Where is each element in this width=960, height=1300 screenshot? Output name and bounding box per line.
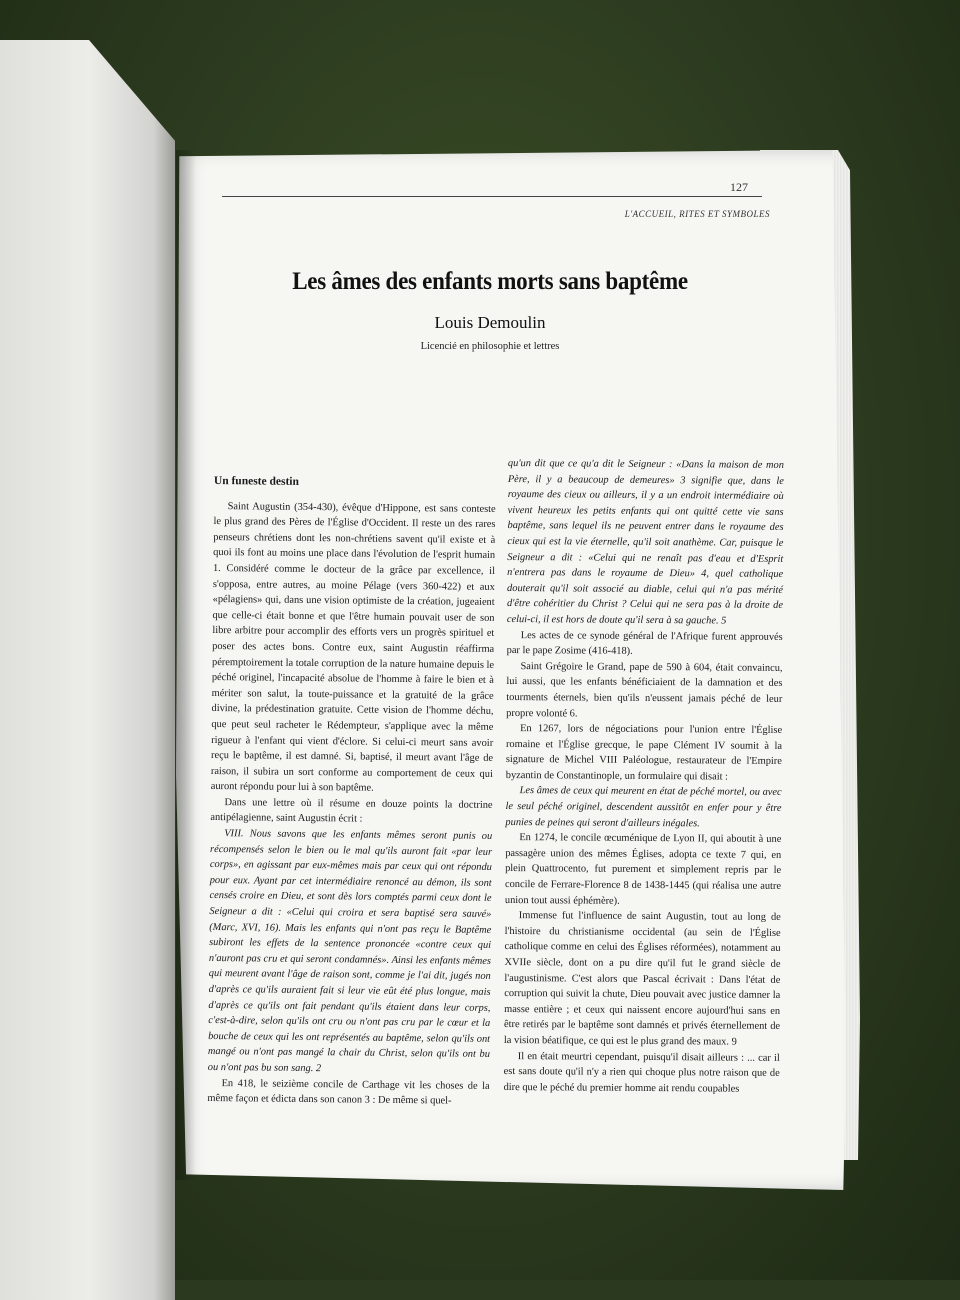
page-number: 127	[730, 180, 748, 194]
paragraph: Saint Grégoire le Grand, pape de 590 à 604, était convaincu, lui aussi, que les enfants bénéficiaient de la damnation et des tourments éternels, bien qu'ils n'eussent jamais péché de leur propre volonté 6.	[506, 660, 783, 719]
paragraph: En 418, le seizième concile de Carthage vit les choses de la même façon et édicta dans son canon 3 : De même si quel-	[207, 1077, 490, 1107]
running-head: L'ACCUEIL, RITES ET SYMBOLES	[624, 209, 770, 219]
header-rule	[222, 196, 762, 197]
author-degree: Licencié en philosophie et lettres	[420, 341, 560, 352]
text-column-left	[207, 474, 496, 1110]
quotation: VIII. Nous savons que les enfants mêmes seront punis ou récompensés selon le bien ou le mal qu'ils auront fait «par leur corps», en agissant par eux-mêmes mais par ceux qui ont répondu pour eux. Ayant par cet intermédiaire renoncé au démon, ils sont censés croire en Dieu, et sont dès lors comptés parmi ceux dont le Seigneur a dit : «Celui qui croira et sera baptisé sera sauvé» (Marc, XVI, 16). Mais les enfants qui n'ont pas reçu le Baptême subiront les effets de la sentence prononcée «contre ceux qui n'auront pas cru et qui seront condamnés». Ainsi les enfants mêmes qui meurent avant l'âge de raison sont, comme je l'ai dit, jugés non d'après ce qu'ils auraient fait si leur vie eût été plus longue, mais d'après ce qu'ils ont fait pendant qu'ils étaient dans leur corps, c'est-à-dire, selon qu'ils ont cru ou n'ont pas cru par le cœur et la bouche de ceux qui les ont représentés au baptême, selon qu'ils ont mangé ou n'ont pas mangé la chair du Christ, selon qu'ils ont bu ou n'ont pas bu son sang. 2	[207, 828, 493, 1075]
paragraph: Il en était meurtri cependant, puisqu'il disait ailleurs : ... car il est sans doute qu'il n'y a rien qui choque plus notre raison que de dire que le péché du premier homme ait rendu coupables	[503, 1050, 780, 1095]
quotation: Les âmes de ceux qui meurent en état de péché mortel, ou avec le seul péché originel, descendent aussitôt en enfer pour y être punies de peines qui seront d'ailleurs inégales.	[505, 785, 782, 830]
text-column-right	[504, 456, 784, 1097]
paragraph: Immense fut l'influence de saint Augustin, tout au long de l'histoire du christianisme occidental (au sein de l'Église catholique comme en celui des Églises réformées), notamment au XVIIe siècle, dont on a pu dire qu'il fut le grand siècle de l'augustinisme. C'est alors que Pascal écrivait : Dans l'état de corruption qui suivit la chute, Dieu pouvait avec justice damner la masse entière ; et ceux qui naissent encore aujourd'hui sans en être retirés par le baptême sont damnés et privés éternellement de la vision béatifique, ce qui est le plus grand des maux. 9	[503, 910, 781, 1048]
page-gutter-shadow	[176, 150, 196, 1180]
quotation: qu'un dit que ce qu'a dit le Seigneur : «Dans la maison de mon Père, il y a beaucoup de demeures» 3 signifie que, dans le royaume des cieux ou ailleurs, il y a un endroit intermédiaire où vivent heureux les petits enfants qui ont quitté cette vie sans baptême, sans lequel ils ne peuvent entrer dans le royaume des cieux qui est la vie éternelle, qu'il soit anathème. Car, puisque le Seigneur a dit : «Celui qui ne renaît pas d'eau et d'Esprit n'entrera pas dans le royaume de Dieu» 4, quel catholique douterait qu'il soit associé au diable, celui qui n'a pas mérité d'être cohéritier du Christ ? Celui qui ne sera pas à la droite de celui-ci, il est hors de doute qu'il sera à sa gauche. 5	[506, 457, 784, 627]
paragraph: Les actes de ce synode général de l'Afrique furent approuvés par le pape Zosime (416-418).	[506, 629, 783, 658]
article-author: Louis Demoulin	[434, 313, 546, 332]
section-heading: Un funeste destin	[213, 474, 299, 488]
paragraph: En 1267, lors de négociations pour l'union entre l'Église romaine et l'Église grecque, le pape Clément IV soumit à la signature de Michel VIII Paléologue, restaurateur de l'Empire byzantin de Constantinople, un formulaire qui disait :	[505, 723, 783, 783]
paragraph: Saint Augustin (354-430), évêque d'Hippone, est sans conteste le plus grand des Pères de l'Église d'Occident. Il reste un des rares penseurs chrétiens dont les non-chrétiens savent qu'il existe et à quoi ils font au moins une place dans l'évolution de l'esprit humain 1. Considéré comme le docteur de la grâce par excellence, il s'opposa, entre autres, au moine Pélage (vers 360-422) et aux «pélagiens» qui, dans une vision optimiste de la création, jugeaient que celle-ci était bonne et que l'être humain pouvait user de son libre arbitre pour accomplir des efforts vers un progrès spirituel et poser des actes bons. Contre eux, saint Augustin réaffirma péremptoirement la totale corruption de la nature humaine depuis le péché originel, l'incapacité absolue de l'homme à faire le bien et à mériter son salut, la toute-puissance et la gratuité de la grâce divine, la prédestination gratuite. Cette vision de l'homme déchu, que peut seul racheter le Rédempteur, s'applique avec la même rigueur à l'enfant qui vient d'éclore. Si celui-ci meurt sans avoir reçu le baptême, il est damné. Si, baptisé, il meurt avant l'âge de raison, il subira un sort conforme au comportement de ceux qui auront répondu pour lui à son baptême.	[210, 500, 496, 794]
article-title: Les âmes des enfants morts sans baptême	[292, 268, 688, 295]
facing-page-left	[0, 40, 175, 1300]
paragraph: En 1274, le concile œcuménique de Lyon II, qui aboutit à une passagère union des mêmes Églises, adopta ce texte 7 qui, en plein Quattrocento, fut purement et simplement repris par le concile de Ferrare-Florence 8 de 1438-1445 (qui réalisa une autre union tout aussi éphémère).	[504, 832, 782, 907]
paragraph: Dans une lettre où il résume en douze points la doctrine antipélagienne, saint Augustin écrit :	[210, 797, 493, 826]
